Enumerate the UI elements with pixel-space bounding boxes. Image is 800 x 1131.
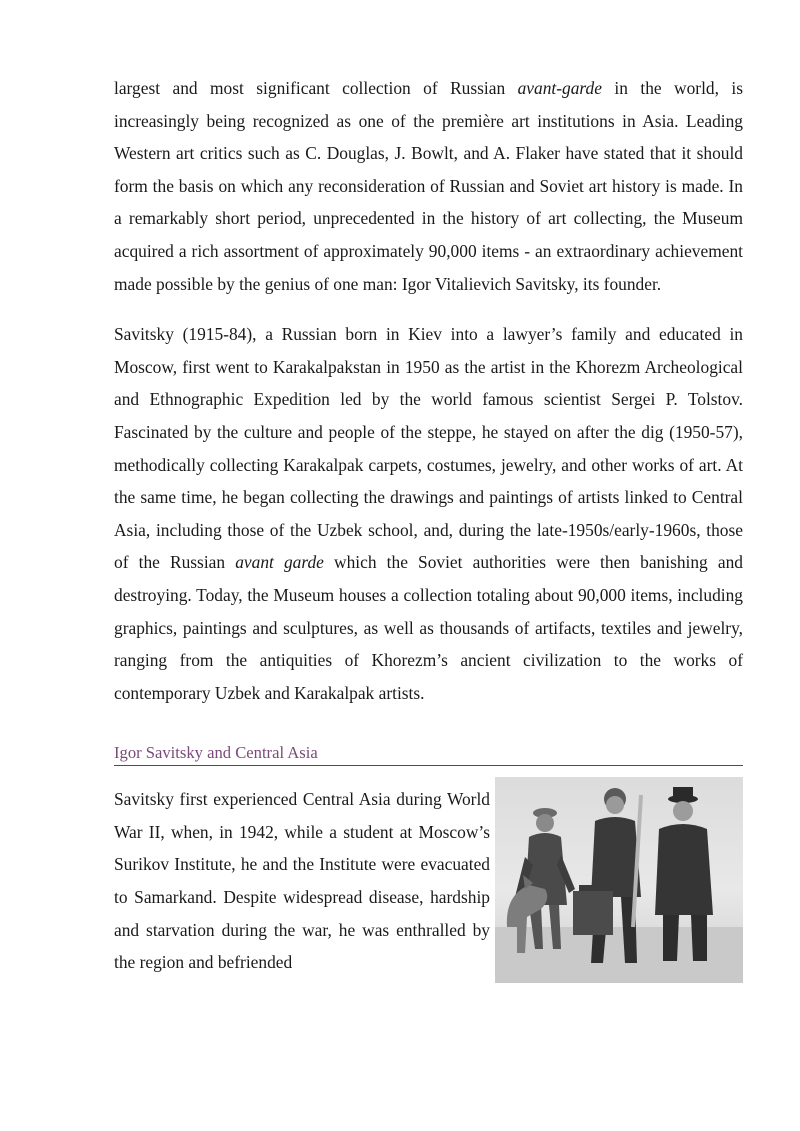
italic-term: avant garde xyxy=(235,552,324,573)
section-heading: Igor Savitsky and Central Asia xyxy=(114,742,743,766)
section-paragraph: Savitsky first experienced Central Asia during World War II, when, in 1942, while a student at Moscow’s Surikov Institute, he and the Institute were evacuated to Samarkand. Despite widespread disease, hardship and starvation during the war, he was enthralled by the region and befriended xyxy=(114,789,490,973)
document-page xyxy=(114,72,743,1003)
text-run: largest and most significant collection of Russian xyxy=(114,78,518,98)
section-body xyxy=(114,783,743,1003)
text-run: which the Soviet authorities were then banishing and destroying. Today, the Museum houses a collection totaling about 90,000 items, including graphics, paintings and sculptures, as well as thousands of artifacts, textiles and jewelry, ranging from the antiquities of Khorezm’s ancient civilization to the works of contemporary Uzbek and Karakalpak artists. xyxy=(114,552,743,703)
text-run: in the world, is increasingly being recognized as one of the première art institutions in Asia. Leading Western art critics such as C. Douglas, J. Bowlt, and A. Flaker have stated that it should form the basis on which any reconsideration of Russian and Soviet art history is made. In a remarkably short period, unprecedented in the history of art collecting, the Museum acquired a rich assortment of approximately 90,000 items - an extraordinary achievement made possible by the genius of one man: Igor Vitalievich Savitsky, its founder. xyxy=(114,78,743,294)
paragraph-savitsky-bio xyxy=(114,318,743,709)
archival-photo xyxy=(495,777,743,983)
text-run: Savitsky (1915-84), a Russian born in Kiev into a lawyer’s family and educated in Moscow, first went to Karakalpakstan in 1950 as the artist in the Khorezm Archeological and Ethnographic Expedition led by the world famous scientist Sergei P. Tolstov. Fascinated by the culture and people of the steppe, he stayed on after the dig (1950-57), methodically collecting Karakalpak carpets, costumes, jewelry, and other works of art. At the same time, he began collecting the drawings and paintings of artists linked to Central Asia, including those of the Uzbek school, and, during the late-1950s/early-1960s, those of the Russian xyxy=(114,324,743,573)
italic-term: avant-garde xyxy=(517,78,602,98)
paragraph-museum-intro xyxy=(114,72,743,300)
